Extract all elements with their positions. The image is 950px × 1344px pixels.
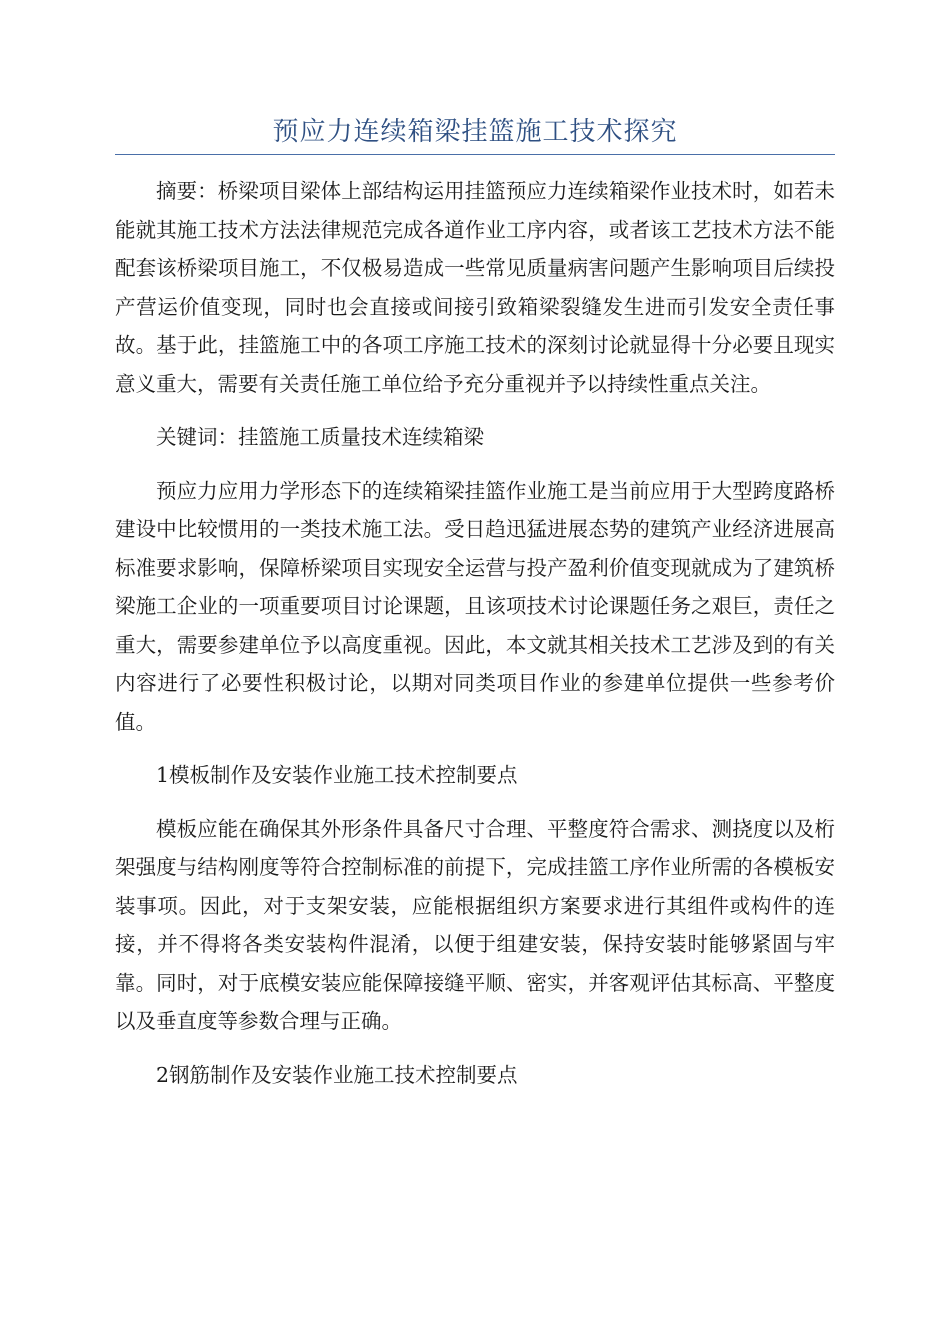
- document-title: 预应力连续箱梁挂篮施工技术探究: [272, 117, 678, 147]
- keywords-line: 关键词：挂篮施工质量技术连续箱梁: [156, 425, 484, 449]
- intro-paragraph: 预应力应用力学形态下的连续箱梁挂篮作业施工是当前应用于大型跨度路桥建设中比较惯用的一类技术施工法。受日趋迅猛进展态势的建筑产业经济进展高标准要求影响，保障桥梁项目实现安全运营与投产盈利价值变现就成为了建筑桥梁施工企业的一项重要项目讨论课题，且该项技术讨论课题任务之艰巨，责任之重大，需要参建单位予以高度重视。因此，本文就其相关技术工艺涉及到的有关内容进行了必要性积极讨论，以期对同类项目作业的参建单位提供一些参考价值。: [115, 478, 835, 734]
- section-1-heading: 1模板制作及安装作业施工技术控制要点: [156, 763, 518, 787]
- section-2-heading: 2钢筋制作及安装作业施工技术控制要点: [156, 1062, 518, 1087]
- document-body: [115, 172, 835, 1109]
- section-1-paragraph: 模板应能在确保其外形条件具备尺寸合理、平整度符合需求、测挠度以及桁架强度与结构刚度等符合控制标准的前提下，完成挂篮工序作业所需的各模板安装事项。因此，对于支架安装，应能根据组织方案要求进行其组件或构件的连接，并不得将各类安装构件混淆，以便于组建安装，保持安装时能够紧固与牢靠。同时，对于底模安装应能保障接缝平顺、密实，并客观评估其标高、平整度以及垂直度等参数合理与正确。: [115, 816, 835, 1033]
- abstract-paragraph: 摘要：桥梁项目梁体上部结构运用挂篮预应力连续箱梁作业技术时，如若未能就其施工技术方法法律规范完成各道作业工序内容，或者该工艺技术方法不能配套该桥梁项目施工，不仅极易造成一些常见质量病害问题产生影响项目后续投产营运价值变现，同时也会直接或间接引致箱梁裂缝发生进而引发安全责任事故。基于此，挂篮施工中的各项工序施工技术的深刻讨论就显得十分必要且现实意义重大，需要有关责任施工单位给予充分重视并予以持续性重点关注。: [115, 179, 835, 396]
- title-underline: [115, 154, 835, 155]
